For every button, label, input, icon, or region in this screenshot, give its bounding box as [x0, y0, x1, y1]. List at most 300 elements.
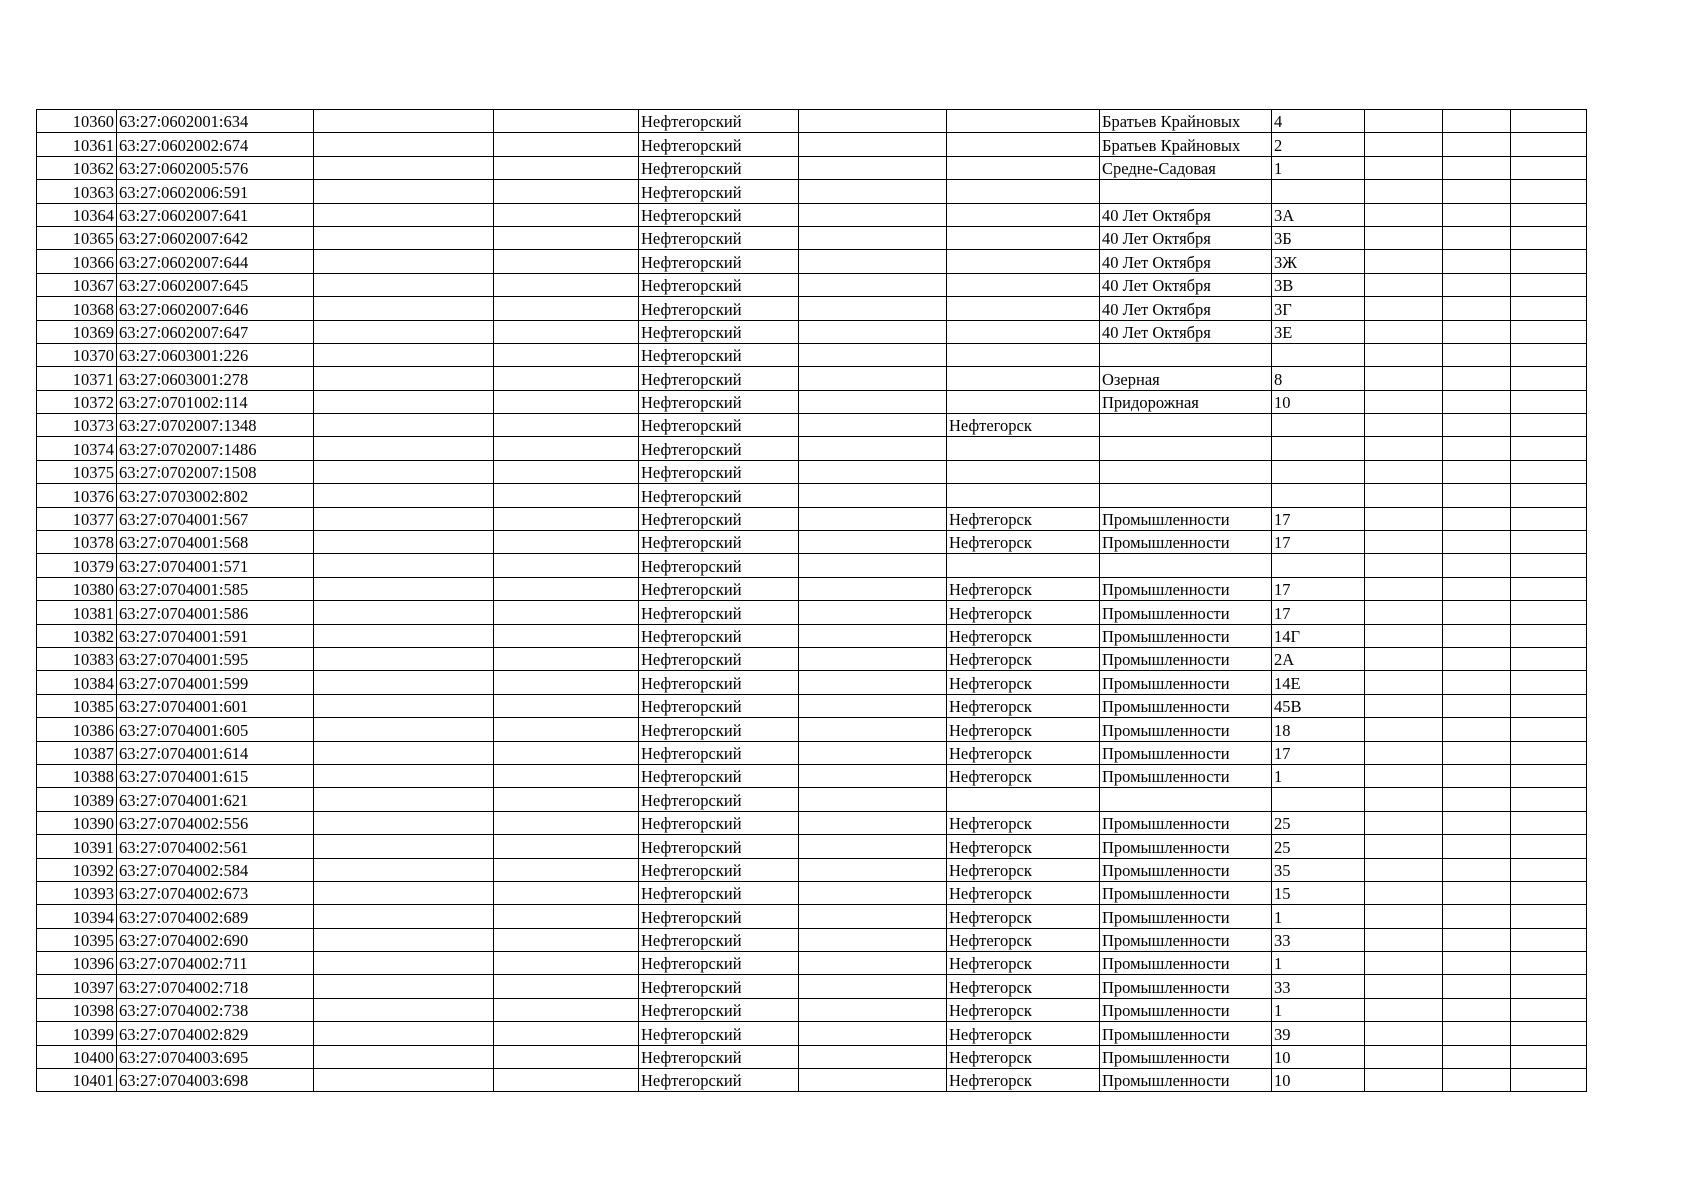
- row-number-cell: 10383: [37, 647, 117, 670]
- empty-cell: [1365, 975, 1443, 998]
- street-cell: Братьев Крайновых: [1100, 110, 1272, 133]
- table-row: [37, 133, 1587, 156]
- house-number-cell: 1: [1272, 905, 1365, 928]
- row-number-cell: 10378: [37, 531, 117, 554]
- cadastral-number-cell: 63:27:0602001:634: [117, 110, 314, 133]
- empty-cell: [1443, 554, 1511, 577]
- row-number-cell: 10389: [37, 788, 117, 811]
- empty-cell: [314, 297, 494, 320]
- empty-cell: [314, 437, 494, 460]
- table-row: [37, 367, 1587, 390]
- empty-cell: [314, 998, 494, 1021]
- street-cell: Промышленности: [1100, 811, 1272, 834]
- empty-cell: [1511, 437, 1587, 460]
- district-cell: Нефтегорский: [639, 788, 799, 811]
- empty-cell: [494, 460, 639, 483]
- house-number-cell: 17: [1272, 507, 1365, 530]
- table-row: [37, 1022, 1587, 1045]
- district-cell: Нефтегорский: [639, 811, 799, 834]
- house-number-cell: 3В: [1272, 273, 1365, 296]
- empty-cell: [314, 647, 494, 670]
- row-number-cell: 10397: [37, 975, 117, 998]
- empty-cell: [494, 601, 639, 624]
- empty-cell: [1443, 881, 1511, 904]
- empty-cell: [494, 1022, 639, 1045]
- locality-cell: [947, 367, 1100, 390]
- cadastral-number-cell: 63:27:0704002:711: [117, 952, 314, 975]
- row-number-cell: 10362: [37, 156, 117, 179]
- table-row: [37, 718, 1587, 741]
- locality-cell: Нефтегорск: [947, 881, 1100, 904]
- district-cell: Нефтегорский: [639, 718, 799, 741]
- empty-cell: [1443, 156, 1511, 179]
- house-number-cell: 8: [1272, 367, 1365, 390]
- house-number-cell: [1272, 788, 1365, 811]
- locality-cell: Нефтегорск: [947, 998, 1100, 1021]
- house-number-cell: 10: [1272, 390, 1365, 413]
- locality-cell: Нефтегорск: [947, 1045, 1100, 1068]
- empty-cell: [494, 881, 639, 904]
- cadastral-number-cell: 63:27:0701002:114: [117, 390, 314, 413]
- empty-cell: [314, 343, 494, 366]
- empty-cell: [1511, 718, 1587, 741]
- cadastral-number-cell: 63:27:0703002:802: [117, 484, 314, 507]
- empty-cell: [799, 975, 947, 998]
- empty-cell: [799, 811, 947, 834]
- empty-cell: [1511, 741, 1587, 764]
- empty-cell: [1443, 788, 1511, 811]
- district-cell: Нефтегорский: [639, 250, 799, 273]
- house-number-cell: 35: [1272, 858, 1365, 881]
- table-row: [37, 788, 1587, 811]
- empty-cell: [799, 414, 947, 437]
- empty-cell: [494, 647, 639, 670]
- empty-cell: [1365, 554, 1443, 577]
- row-number-cell: 10377: [37, 507, 117, 530]
- street-cell: 40 Лет Октября: [1100, 250, 1272, 273]
- empty-cell: [1443, 133, 1511, 156]
- empty-cell: [799, 531, 947, 554]
- empty-cell: [314, 226, 494, 249]
- empty-cell: [1511, 343, 1587, 366]
- empty-cell: [1511, 110, 1587, 133]
- empty-cell: [1443, 577, 1511, 600]
- row-number-cell: 10386: [37, 718, 117, 741]
- row-number-cell: 10391: [37, 835, 117, 858]
- empty-cell: [1443, 460, 1511, 483]
- table-row: [37, 671, 1587, 694]
- street-cell: [1100, 460, 1272, 483]
- table-row: [37, 484, 1587, 507]
- house-number-cell: 14Г: [1272, 624, 1365, 647]
- district-cell: Нефтегорский: [639, 671, 799, 694]
- table-row: [37, 1045, 1587, 1068]
- empty-cell: [1365, 764, 1443, 787]
- locality-cell: Нефтегорск: [947, 624, 1100, 647]
- street-cell: [1100, 554, 1272, 577]
- empty-cell: [1511, 952, 1587, 975]
- empty-cell: [1365, 367, 1443, 390]
- empty-cell: [1365, 1022, 1443, 1045]
- street-cell: Промышленности: [1100, 671, 1272, 694]
- cadastral-number-cell: 63:27:0704002:829: [117, 1022, 314, 1045]
- street-cell: Промышленности: [1100, 718, 1272, 741]
- table-row: [37, 694, 1587, 717]
- empty-cell: [1365, 671, 1443, 694]
- empty-cell: [494, 1045, 639, 1068]
- table-row: [37, 507, 1587, 530]
- house-number-cell: [1272, 484, 1365, 507]
- row-number-cell: 10384: [37, 671, 117, 694]
- empty-cell: [314, 156, 494, 179]
- row-number-cell: 10375: [37, 460, 117, 483]
- cadastral-number-cell: 63:27:0704001:586: [117, 601, 314, 624]
- row-number-cell: 10370: [37, 343, 117, 366]
- empty-cell: [314, 928, 494, 951]
- street-cell: Промышленности: [1100, 601, 1272, 624]
- empty-cell: [314, 788, 494, 811]
- cadastral-number-cell: 63:27:0702007:1348: [117, 414, 314, 437]
- empty-cell: [494, 928, 639, 951]
- empty-cell: [1443, 671, 1511, 694]
- row-number-cell: 10381: [37, 601, 117, 624]
- house-number-cell: 4: [1272, 110, 1365, 133]
- empty-cell: [494, 671, 639, 694]
- table-row: [37, 998, 1587, 1021]
- district-cell: Нефтегорский: [639, 741, 799, 764]
- empty-cell: [1443, 952, 1511, 975]
- empty-cell: [1443, 694, 1511, 717]
- empty-cell: [799, 1022, 947, 1045]
- empty-cell: [799, 1045, 947, 1068]
- row-number-cell: 10365: [37, 226, 117, 249]
- district-cell: Нефтегорский: [639, 367, 799, 390]
- empty-cell: [799, 484, 947, 507]
- table-row: [37, 343, 1587, 366]
- empty-cell: [799, 460, 947, 483]
- cadastral-number-cell: 63:27:0704001:567: [117, 507, 314, 530]
- locality-cell: Нефтегорск: [947, 507, 1100, 530]
- empty-cell: [1365, 180, 1443, 203]
- table-row: [37, 647, 1587, 670]
- empty-cell: [1511, 788, 1587, 811]
- registry-body: [37, 110, 1587, 1092]
- locality-cell: Нефтегорск: [947, 835, 1100, 858]
- empty-cell: [1511, 226, 1587, 249]
- locality-cell: [947, 788, 1100, 811]
- empty-cell: [799, 601, 947, 624]
- locality-cell: Нефтегорск: [947, 577, 1100, 600]
- registry-table: [36, 109, 1587, 1092]
- empty-cell: [494, 156, 639, 179]
- district-cell: Нефтегорский: [639, 507, 799, 530]
- empty-cell: [1365, 203, 1443, 226]
- row-number-cell: 10379: [37, 554, 117, 577]
- locality-cell: [947, 297, 1100, 320]
- table-row: [37, 460, 1587, 483]
- street-cell: Промышленности: [1100, 975, 1272, 998]
- district-cell: Нефтегорский: [639, 133, 799, 156]
- empty-cell: [1365, 343, 1443, 366]
- house-number-cell: 39: [1272, 1022, 1365, 1045]
- empty-cell: [1511, 1069, 1587, 1092]
- empty-cell: [1365, 156, 1443, 179]
- street-cell: Промышленности: [1100, 928, 1272, 951]
- row-number-cell: 10376: [37, 484, 117, 507]
- district-cell: Нефтегорский: [639, 764, 799, 787]
- table-row: [37, 811, 1587, 834]
- empty-cell: [1443, 811, 1511, 834]
- empty-cell: [1365, 250, 1443, 273]
- locality-cell: Нефтегорск: [947, 601, 1100, 624]
- table-row: [37, 110, 1587, 133]
- empty-cell: [1443, 297, 1511, 320]
- empty-cell: [1443, 367, 1511, 390]
- empty-cell: [1365, 881, 1443, 904]
- street-cell: Придорожная: [1100, 390, 1272, 413]
- row-number-cell: 10363: [37, 180, 117, 203]
- empty-cell: [1511, 601, 1587, 624]
- empty-cell: [1443, 273, 1511, 296]
- empty-cell: [1511, 1045, 1587, 1068]
- house-number-cell: 25: [1272, 835, 1365, 858]
- street-cell: Промышленности: [1100, 998, 1272, 1021]
- cadastral-number-cell: 63:27:0602007:647: [117, 320, 314, 343]
- empty-cell: [1511, 858, 1587, 881]
- empty-cell: [494, 414, 639, 437]
- empty-cell: [1511, 297, 1587, 320]
- empty-cell: [799, 320, 947, 343]
- empty-cell: [314, 180, 494, 203]
- empty-cell: [1511, 460, 1587, 483]
- street-cell: 40 Лет Октября: [1100, 273, 1272, 296]
- empty-cell: [1511, 975, 1587, 998]
- street-cell: Промышленности: [1100, 507, 1272, 530]
- cadastral-number-cell: 63:27:0602007:645: [117, 273, 314, 296]
- empty-cell: [1365, 718, 1443, 741]
- empty-cell: [799, 180, 947, 203]
- row-number-cell: 10400: [37, 1045, 117, 1068]
- cadastral-number-cell: 63:27:0704002:718: [117, 975, 314, 998]
- empty-cell: [1511, 414, 1587, 437]
- empty-cell: [1443, 998, 1511, 1021]
- table-row: [37, 1069, 1587, 1092]
- street-cell: Промышленности: [1100, 1069, 1272, 1092]
- empty-cell: [1365, 226, 1443, 249]
- street-cell: Промышленности: [1100, 694, 1272, 717]
- empty-cell: [1443, 835, 1511, 858]
- locality-cell: Нефтегорск: [947, 1022, 1100, 1045]
- row-number-cell: 10360: [37, 110, 117, 133]
- empty-cell: [314, 835, 494, 858]
- empty-cell: [314, 881, 494, 904]
- row-number-cell: 10399: [37, 1022, 117, 1045]
- empty-cell: [799, 437, 947, 460]
- table-row: [37, 952, 1587, 975]
- empty-cell: [1511, 881, 1587, 904]
- empty-cell: [1511, 531, 1587, 554]
- empty-cell: [799, 881, 947, 904]
- empty-cell: [314, 975, 494, 998]
- district-cell: Нефтегорский: [639, 484, 799, 507]
- empty-cell: [494, 577, 639, 600]
- cadastral-number-cell: 63:27:0602006:591: [117, 180, 314, 203]
- house-number-cell: 3Б: [1272, 226, 1365, 249]
- cadastral-number-cell: 63:27:0602007:644: [117, 250, 314, 273]
- empty-cell: [1365, 952, 1443, 975]
- empty-cell: [1511, 484, 1587, 507]
- empty-cell: [494, 835, 639, 858]
- street-cell: 40 Лет Октября: [1100, 320, 1272, 343]
- district-cell: Нефтегорский: [639, 320, 799, 343]
- empty-cell: [1443, 203, 1511, 226]
- empty-cell: [494, 624, 639, 647]
- empty-cell: [494, 741, 639, 764]
- table-row: [37, 273, 1587, 296]
- house-number-cell: 33: [1272, 975, 1365, 998]
- empty-cell: [1365, 835, 1443, 858]
- cadastral-number-cell: 63:27:0704002:738: [117, 998, 314, 1021]
- street-cell: Промышленности: [1100, 531, 1272, 554]
- cadastral-number-cell: 63:27:0602002:674: [117, 133, 314, 156]
- empty-cell: [494, 811, 639, 834]
- empty-cell: [1443, 507, 1511, 530]
- house-number-cell: [1272, 343, 1365, 366]
- empty-cell: [1443, 110, 1511, 133]
- empty-cell: [1443, 531, 1511, 554]
- cadastral-number-cell: 63:27:0602007:641: [117, 203, 314, 226]
- district-cell: Нефтегорский: [639, 203, 799, 226]
- empty-cell: [799, 110, 947, 133]
- row-number-cell: 10401: [37, 1069, 117, 1092]
- empty-cell: [314, 110, 494, 133]
- empty-cell: [314, 484, 494, 507]
- locality-cell: Нефтегорск: [947, 928, 1100, 951]
- house-number-cell: 33: [1272, 928, 1365, 951]
- table-row: [37, 741, 1587, 764]
- empty-cell: [494, 226, 639, 249]
- house-number-cell: 2: [1272, 133, 1365, 156]
- district-cell: Нефтегорский: [639, 180, 799, 203]
- house-number-cell: 3Г: [1272, 297, 1365, 320]
- empty-cell: [1365, 390, 1443, 413]
- empty-cell: [1365, 460, 1443, 483]
- table-row: [37, 601, 1587, 624]
- locality-cell: Нефтегорск: [947, 414, 1100, 437]
- table-row: [37, 414, 1587, 437]
- empty-cell: [314, 133, 494, 156]
- cadastral-number-cell: 63:27:0704001:601: [117, 694, 314, 717]
- locality-cell: [947, 320, 1100, 343]
- cadastral-number-cell: 63:27:0704001:615: [117, 764, 314, 787]
- empty-cell: [314, 905, 494, 928]
- table-row: [37, 577, 1587, 600]
- row-number-cell: 10361: [37, 133, 117, 156]
- empty-cell: [1511, 367, 1587, 390]
- locality-cell: Нефтегорск: [947, 647, 1100, 670]
- empty-cell: [1365, 788, 1443, 811]
- locality-cell: [947, 226, 1100, 249]
- empty-cell: [799, 741, 947, 764]
- house-number-cell: 1: [1272, 998, 1365, 1021]
- row-number-cell: 10369: [37, 320, 117, 343]
- district-cell: Нефтегорский: [639, 601, 799, 624]
- empty-cell: [1365, 647, 1443, 670]
- empty-cell: [1365, 811, 1443, 834]
- table-row: [37, 203, 1587, 226]
- empty-cell: [494, 554, 639, 577]
- empty-cell: [1511, 156, 1587, 179]
- row-number-cell: 10394: [37, 905, 117, 928]
- cadastral-number-cell: 63:27:0704002:584: [117, 858, 314, 881]
- empty-cell: [1365, 741, 1443, 764]
- empty-cell: [799, 367, 947, 390]
- locality-cell: [947, 250, 1100, 273]
- empty-cell: [494, 437, 639, 460]
- empty-cell: [1365, 273, 1443, 296]
- row-number-cell: 10373: [37, 414, 117, 437]
- district-cell: Нефтегорский: [639, 437, 799, 460]
- empty-cell: [494, 531, 639, 554]
- empty-cell: [1511, 1022, 1587, 1045]
- table-row: [37, 250, 1587, 273]
- empty-cell: [314, 624, 494, 647]
- empty-cell: [1365, 437, 1443, 460]
- row-number-cell: 10387: [37, 741, 117, 764]
- locality-cell: Нефтегорск: [947, 671, 1100, 694]
- cadastral-number-cell: 63:27:0704002:561: [117, 835, 314, 858]
- district-cell: Нефтегорский: [639, 414, 799, 437]
- empty-cell: [799, 998, 947, 1021]
- row-number-cell: 10364: [37, 203, 117, 226]
- house-number-cell: 1: [1272, 952, 1365, 975]
- empty-cell: [1443, 1045, 1511, 1068]
- locality-cell: [947, 343, 1100, 366]
- house-number-cell: 14Е: [1272, 671, 1365, 694]
- locality-cell: [947, 484, 1100, 507]
- table-row: [37, 437, 1587, 460]
- row-number-cell: 10393: [37, 881, 117, 904]
- locality-cell: Нефтегорск: [947, 811, 1100, 834]
- empty-cell: [1443, 390, 1511, 413]
- empty-cell: [799, 858, 947, 881]
- empty-cell: [799, 718, 947, 741]
- empty-cell: [1365, 694, 1443, 717]
- row-number-cell: 10398: [37, 998, 117, 1021]
- empty-cell: [799, 905, 947, 928]
- cadastral-number-cell: 63:27:0704002:673: [117, 881, 314, 904]
- house-number-cell: [1272, 460, 1365, 483]
- empty-cell: [494, 905, 639, 928]
- house-number-cell: [1272, 554, 1365, 577]
- empty-cell: [314, 811, 494, 834]
- row-number-cell: 10395: [37, 928, 117, 951]
- house-number-cell: 45В: [1272, 694, 1365, 717]
- empty-cell: [494, 250, 639, 273]
- empty-cell: [1365, 928, 1443, 951]
- locality-cell: Нефтегорск: [947, 764, 1100, 787]
- house-number-cell: 3Е: [1272, 320, 1365, 343]
- empty-cell: [1511, 998, 1587, 1021]
- empty-cell: [1365, 601, 1443, 624]
- empty-cell: [1443, 905, 1511, 928]
- row-number-cell: 10371: [37, 367, 117, 390]
- empty-cell: [799, 624, 947, 647]
- empty-cell: [494, 952, 639, 975]
- locality-cell: Нефтегорск: [947, 952, 1100, 975]
- street-cell: 40 Лет Октября: [1100, 226, 1272, 249]
- district-cell: Нефтегорский: [639, 998, 799, 1021]
